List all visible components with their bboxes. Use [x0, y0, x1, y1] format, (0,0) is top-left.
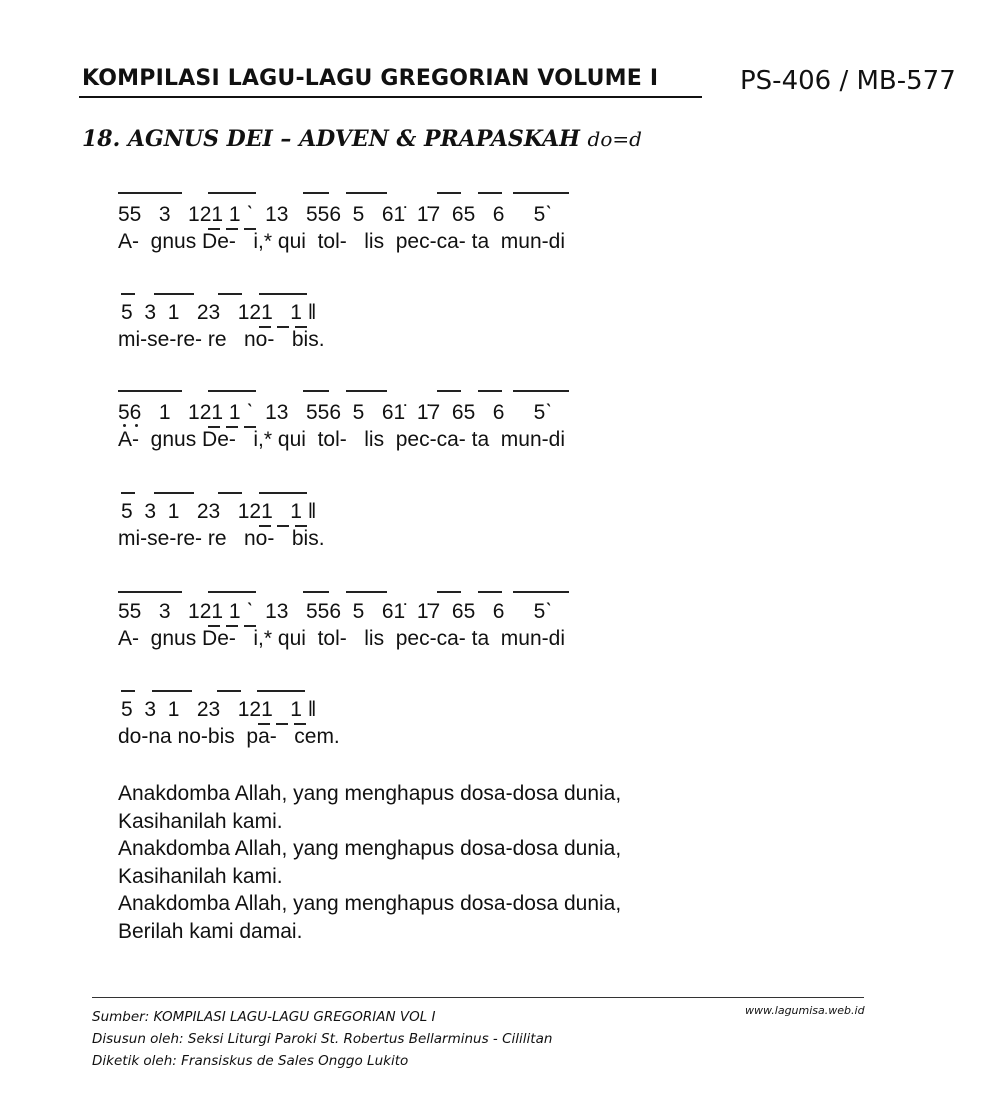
footer-rule [92, 997, 864, 998]
translation-line: Anakdomba Allah, yang menghapus dosa-dosa dunia, [118, 892, 622, 916]
lyrics-line-6: do-na no-bis pa- cem. [118, 725, 340, 748]
lyrics-line-3: A- gnus De- i,* qui tol- lis pec-ca- ta mun-di [118, 428, 565, 451]
footer-source: Sumber: KOMPILASI LAGU-LAGU GREGORIAN VOL I [92, 1009, 436, 1025]
translation-line: Kasihanilah kami. [118, 864, 283, 888]
lyrics-line-1: A- gnus De- i,* qui tol- lis pec-ca- ta mun-di [118, 230, 565, 253]
notes-line-1: 55 3 121 1 ˋ 13 556 5 61̇ 1̇7 65 6 5ˋ [118, 203, 553, 226]
song-title [82, 126, 642, 152]
notes-line-5: 55 3 121 1 ˋ 13 556 5 61̇ 1̇7 65 6 5ˋ [118, 600, 553, 623]
lyrics-line-5: A- gnus De- i,* qui tol- lis pec-ca- ta mun-di [118, 627, 565, 650]
footer-url: www.lagumisa.web.id [745, 1004, 865, 1017]
footer-credits [92, 1006, 552, 1072]
translation-line: Anakdomba Allah, yang menghapus dosa-dosa dunia, [118, 782, 622, 805]
translation-line: Kasihanilah kami. [118, 809, 283, 833]
song-key: do=d [587, 127, 642, 151]
translation-line: Anakdomba Allah, yang menghapus dosa-dosa dunia, [118, 837, 622, 861]
notes-line-3: 56 1 121 1 ˋ 13 556 5 61̇ 1̇7 65 6 5ˋ [118, 401, 553, 424]
footer-typed: Diketik oleh: Fransiskus de Sales Onggo Lukito [92, 1053, 409, 1069]
notes-line-6: 5 3 1 23 121 1 ‖ [121, 698, 317, 721]
notes-line-2: 5 3 1 23 121 1 ‖ [121, 301, 317, 324]
lyrics-line-4: mi-se-re- re no- bis. [118, 527, 325, 550]
header-rule [79, 96, 702, 98]
translation-line: Berilah kami damai. [118, 919, 303, 943]
footer-arranged: Disusun oleh: Seksi Liturgi Paroki St. Robertus Bellarminus - Cililitan [92, 1031, 553, 1047]
song-number-title: 18. AGNUS DEI – ADVEN & PRAPASKAH [82, 126, 580, 152]
notes-line-4: 5 3 1 23 121 1 ‖ [121, 500, 317, 523]
lyrics-line-2: mi-se-re- re no- bis. [118, 328, 325, 351]
song-code: PS-406 / MB-577 [740, 66, 956, 96]
compilation-title: KOMPILASI LAGU-LAGU GREGORIAN VOLUME I [82, 66, 659, 91]
translation-block [118, 780, 621, 946]
